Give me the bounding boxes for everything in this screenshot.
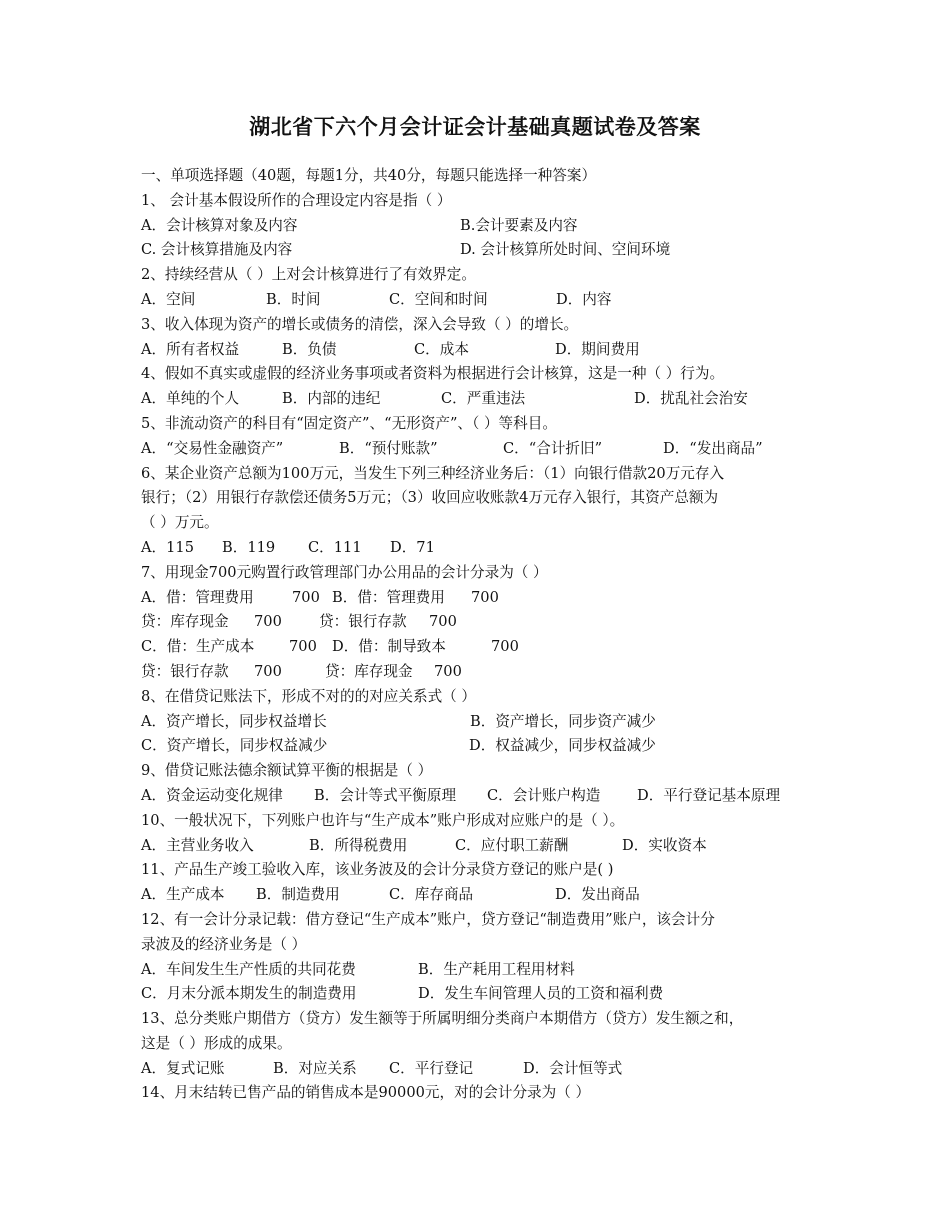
option-text: C．“合计折旧” <box>503 439 603 457</box>
text-line <box>141 635 821 660</box>
text-line <box>141 387 821 412</box>
option-text: C．资产增长，同步权益减少 <box>141 737 328 755</box>
option-text: D．权益减少，同步权益减少 <box>469 737 656 755</box>
line-text: 银行；（2）用银行存款偿还债务5万元；（3）收回应收账款4万元存入银行，其资产总额为 <box>141 489 719 507</box>
text-line <box>141 214 821 239</box>
text-line <box>141 462 821 487</box>
line-text: 一、单项选择题（40题，每题1分，共40分，每题只能选择一种答案） <box>141 167 597 184</box>
option-text: B．生产耗用工程用材料 <box>418 960 575 978</box>
text-line <box>141 412 821 437</box>
question-body <box>141 164 821 1106</box>
option-text: D．平行登记基本原理 <box>637 786 781 804</box>
option-text: C. 会计核算措施及内容 <box>141 241 293 259</box>
option-text: B．119 <box>222 538 276 556</box>
text-line <box>141 561 821 586</box>
text-line <box>141 908 821 933</box>
option-text: A．主营业务收入 <box>141 836 254 854</box>
text-line <box>141 933 821 958</box>
line-text: 3、收入体现为资产的增长或债务的清偿，深入会导致（ ）的增长。 <box>141 315 579 333</box>
option-text: D．发生车间管理人员的工资和福利费 <box>418 985 664 1003</box>
line-text: 13、总分类账户期借方（贷方）发生额等于所属明细分类商户本期借方（贷方）发生额之和， <box>141 1010 744 1028</box>
line-text: 6、某企业资产总额为100万元，当发生下列三种经济业务后：（1）向银行借款20万元存入 <box>141 464 725 482</box>
option-text: A．115 <box>141 538 194 556</box>
page-title: 湖北省下六个月会计证会计基础真题试卷及答案 <box>249 114 701 139</box>
option-text: D．期间费用 <box>555 340 640 358</box>
option-text: D．会计恒等式 <box>523 1059 623 1077</box>
option-text: C．库存商品 <box>389 886 474 904</box>
line-text: 14、月末结转已售产品的销售成本是90000元，对的会计分录为（ ） <box>141 1084 591 1102</box>
option-text: B．“预付账款” <box>339 439 438 457</box>
option-text: C．平行登记 <box>389 1059 474 1077</box>
text-line <box>141 313 821 338</box>
option-text: A．会计核算对象及内容 <box>141 216 298 234</box>
line-text: 7、用现金700元购置行政管理部门办公用品的会计分录为（ ） <box>141 563 548 581</box>
text-line <box>141 338 821 363</box>
option-text: 700 <box>429 613 457 631</box>
option-text: 700 <box>289 638 317 656</box>
text-line <box>141 1081 821 1106</box>
option-text: C．会计账户构造 <box>487 786 601 804</box>
text-line <box>141 809 821 834</box>
option-text: A．车间发生生产性质的共同花费 <box>141 960 356 978</box>
text-line <box>141 486 821 511</box>
option-text: D．内容 <box>556 290 612 308</box>
option-text: A．资产增长，同步权益增长 <box>141 712 327 730</box>
option-text: A．空间 <box>141 290 196 308</box>
line-text: 12、有一会计分录记载：借方登记“生产成本”账户，贷方登记“制造费用”账户，该会计分 <box>141 910 715 928</box>
option-text: C．空间和时间 <box>389 290 488 308</box>
option-text: 700 <box>471 588 499 606</box>
option-text: A．借：管理费用 <box>141 588 254 606</box>
text-line <box>141 189 821 214</box>
option-text: D．借：制导致本 <box>332 638 446 656</box>
line-text: （ ）万元。 <box>141 514 219 532</box>
line-text: 11、产品生产竣工验收入库，该业务波及的会计分录贷方登记的账户是( ) <box>141 861 614 879</box>
option-text: B．会计等式平衡原理 <box>314 786 457 804</box>
text-line <box>141 511 821 536</box>
text-line <box>141 685 821 710</box>
option-text: D. 会计核算所处时间、空间环境 <box>460 241 671 259</box>
text-line <box>141 759 821 784</box>
line-text: 10、一般状况下，下列账户也许与“生产成本”账户形成对应账户的是（ ）。 <box>141 811 625 829</box>
option-text: C．严重违法 <box>441 390 526 408</box>
text-line <box>141 834 821 859</box>
option-text: B．借：管理费用 <box>332 588 445 606</box>
option-text: A．复式记账 <box>141 1059 225 1077</box>
text-line <box>141 858 821 883</box>
option-text: B.会计要素及内容 <box>460 216 578 234</box>
option-text: 贷：银行存款 <box>141 662 229 680</box>
option-text: 700 <box>254 662 282 680</box>
option-text: 700 <box>254 613 282 631</box>
option-text: 贷：银行存款 <box>319 613 407 631</box>
option-text: D．“发出商品” <box>663 439 763 457</box>
option-text: B．时间 <box>266 290 321 308</box>
option-text: C．借：生产成本 <box>141 638 255 656</box>
option-text: A．“交易性金融资产” <box>141 439 284 457</box>
line-text: 9、借贷记账法德余额试算平衡的根据是（ ） <box>141 762 433 780</box>
option-text: B．制造费用 <box>256 886 340 904</box>
text-line <box>141 1057 821 1082</box>
option-text: C．月末分派本期发生的制造费用 <box>141 985 357 1003</box>
text-line <box>141 784 821 809</box>
text-line <box>141 660 821 685</box>
line-text: 1、 会计基本假设所作的合理设定内容是指（ ） <box>141 191 452 209</box>
text-line <box>141 1032 821 1057</box>
option-text: A．所有者权益 <box>141 340 240 358</box>
option-text: 贷：库存现金 <box>325 662 413 680</box>
option-text: A．资金运动变化规律 <box>141 786 283 804</box>
text-line <box>141 883 821 908</box>
option-text: B．对应关系 <box>273 1059 357 1077</box>
line-text: 4、假如不真实或虚假的经济业务事项或者资料为根据进行会计核算，这是一种（ ）行为。 <box>141 365 725 383</box>
option-text: B．资产增长，同步资产减少 <box>470 712 656 730</box>
option-text: C．成本 <box>414 340 469 358</box>
text-line <box>141 982 821 1007</box>
option-text: D．实收资本 <box>622 836 707 854</box>
option-text: C．111 <box>308 538 362 556</box>
option-text: D．71 <box>390 538 435 556</box>
text-line <box>141 586 821 611</box>
line-text: 8、在借贷记账法下，形成不对的的对应关系式（ ） <box>141 687 476 705</box>
text-line <box>141 263 821 288</box>
option-text: B．所得税费用 <box>309 836 408 854</box>
text-line <box>141 710 821 735</box>
option-text: A．生产成本 <box>141 886 225 904</box>
text-line <box>141 1007 821 1032</box>
text-line <box>141 164 821 189</box>
text-line <box>141 734 821 759</box>
text-line <box>141 958 821 983</box>
option-text: B．内部的违纪 <box>282 390 381 408</box>
option-text: 700 <box>491 638 519 656</box>
option-text: B．负债 <box>282 340 337 358</box>
option-text: C．应付职工薪酬 <box>455 836 569 854</box>
line-text: 录波及的经济业务是（ ） <box>141 935 307 953</box>
option-text: 700 <box>434 662 462 680</box>
line-text: 5、非流动资产的科目有“固定资产”、“无形资产”、（ ）等科目。 <box>141 414 557 432</box>
option-text: A．单纯的个人 <box>141 390 240 408</box>
text-line <box>141 536 821 561</box>
text-line <box>141 288 821 313</box>
text-line <box>141 610 821 635</box>
line-text: 2、持续经营从（ ）上对会计核算进行了有效界定。 <box>141 266 476 284</box>
line-text: 这是（ ）形成的成果。 <box>141 1034 292 1052</box>
option-text: D．扰乱社会治安 <box>634 390 748 408</box>
text-line <box>141 437 821 462</box>
option-text: D．发出商品 <box>555 886 640 904</box>
option-text: 贷：库存现金 <box>141 613 229 631</box>
text-line <box>141 238 821 263</box>
option-text: 700 <box>292 588 320 606</box>
text-line <box>141 362 821 387</box>
